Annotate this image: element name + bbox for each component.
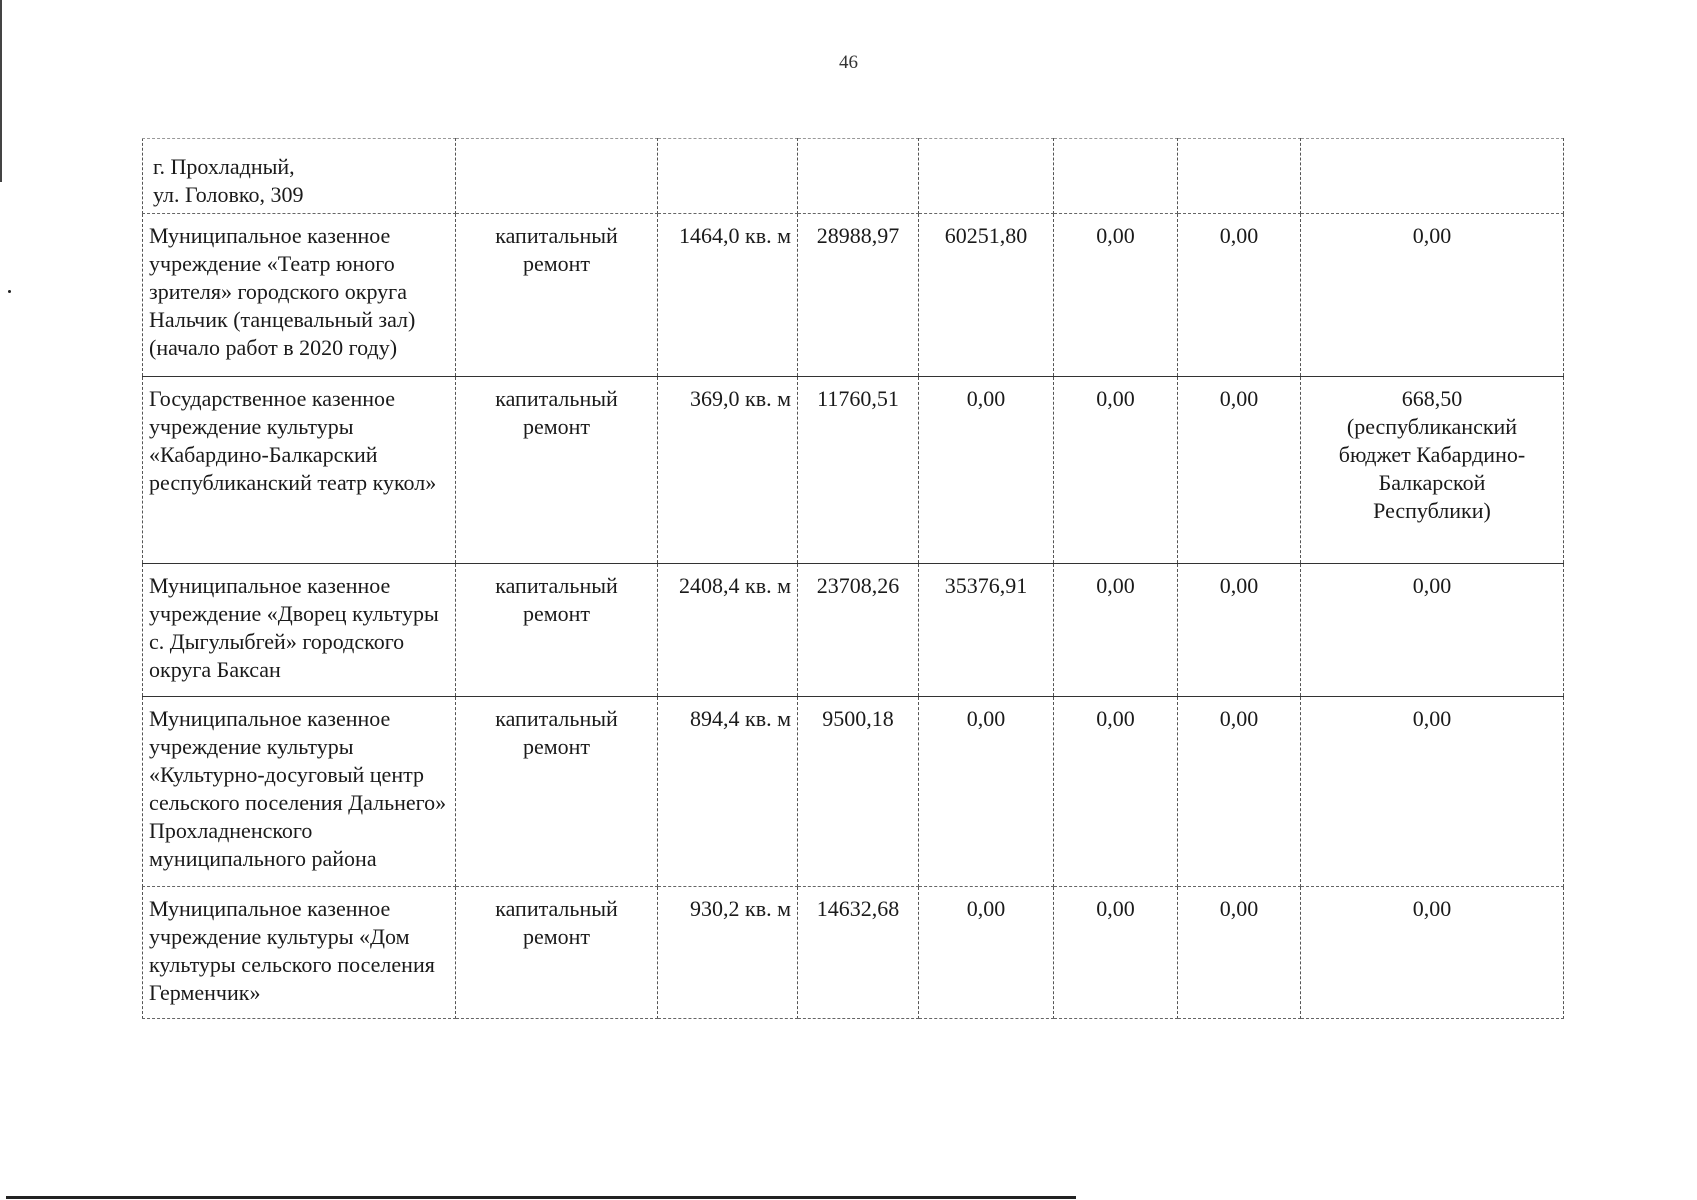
area-cell: 894,4 кв. м [658,697,798,887]
table-row [143,697,1564,887]
table-row [143,214,1564,377]
work-type-cell: капитальный ремонт [456,377,658,564]
table-row [143,564,1564,697]
work-type-cell: капитальный ремонт [456,697,658,887]
value-cell-1 [919,139,1054,214]
object-name-cell: Муниципальное казенное учреждение культуры «Дом культуры сельского поселения Герменчик» [143,887,456,1019]
cost-cell: 9500,18 [798,697,919,887]
value-cell-1: 0,00 [919,697,1054,887]
bottom-separator-line [6,1196,1076,1199]
area-cell: 1464,0 кв. м [658,214,798,377]
value-cell-4: 0,00 [1301,214,1564,377]
value-cell-3: 0,00 [1178,564,1301,697]
value-cell-3: 0,00 [1178,887,1301,1019]
table-row [143,377,1564,564]
value-cell-3: 0,00 [1178,377,1301,564]
table-row [143,139,1564,214]
value-cell-4: 0,00 [1301,887,1564,1019]
cost-cell: 28988,97 [798,214,919,377]
object-name-cell: Муниципальное казенное учреждение «Дворец культуры с. Дыгулыбгей» городского округа Баксан [143,564,456,697]
value-cell-2: 0,00 [1054,214,1178,377]
work-type-cell: капитальный ремонт [456,887,658,1019]
work-type-cell: капитальный ремонт [456,564,658,697]
value-cell-2 [1054,139,1178,214]
table-row [143,887,1564,1019]
value-cell-2: 0,00 [1054,887,1178,1019]
cost-cell: 23708,26 [798,564,919,697]
object-name-cell: Муниципальное казенное учреждение культуры «Культурно-досуговый центр сельского поселения Дальнего» Прохладненского муниципального района [143,697,456,887]
value-cell-1: 0,00 [919,887,1054,1019]
value-cell-2: 0,00 [1054,564,1178,697]
object-table [142,138,1564,1019]
value-cell-3: 0,00 [1178,697,1301,887]
area-cell: 930,2 кв. м [658,887,798,1019]
page-number: 46 [839,52,858,73]
cost-cell: 11760,51 [798,377,919,564]
cost-cell [798,139,919,214]
area-cell: 2408,4 кв. м [658,564,798,697]
value-cell-1: 0,00 [919,377,1054,564]
value-cell-4: 668,50 (республиканский бюджет Кабардино-Балкарской Республики) [1301,377,1564,564]
area-cell [658,139,798,214]
value-cell-4: 0,00 [1301,697,1564,887]
object-name-cell [143,139,456,214]
value-cell-2: 0,00 [1054,377,1178,564]
scan-artifact-dot [8,290,11,293]
object-name-cell: Муниципальное казенное учреждение «Театр юного зрителя» городского округа Нальчик (танцевальный зал) (начало работ в 2020 году) [143,214,456,377]
area-cell: 369,0 кв. м [658,377,798,564]
cost-cell: 14632,68 [798,887,919,1019]
value-cell-1: 60251,80 [919,214,1054,377]
value-cell-4: 0,00 [1301,564,1564,697]
scan-edge-line [0,0,2,182]
object-name-cell: Государственное казенное учреждение культуры «Кабардино-Балкарский республиканский театр кукол» [143,377,456,564]
work-type-cell: капитальный ремонт [456,214,658,377]
value-cell-3 [1178,139,1301,214]
value-cell-1: 35376,91 [919,564,1054,697]
value-cell-2: 0,00 [1054,697,1178,887]
value-cell-3: 0,00 [1178,214,1301,377]
work-type-cell [456,139,658,214]
value-cell-4 [1301,139,1564,214]
object-name: г. Прохладный, ул. Головко, 309 [153,154,304,207]
